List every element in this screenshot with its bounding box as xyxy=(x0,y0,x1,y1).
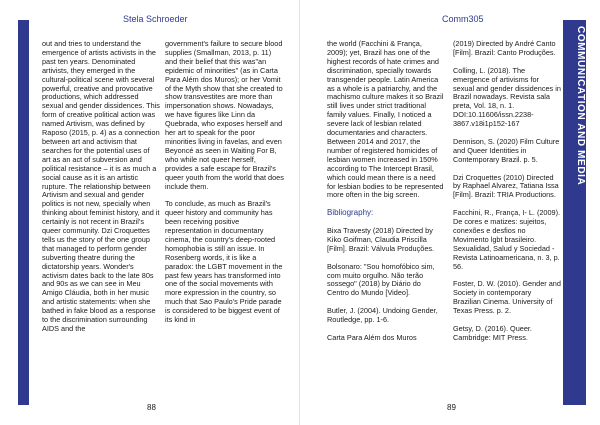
reference-entry: Foster, D. W. (2010). Gender and Society in contemporary Brazilian Cinema. University of Texas Press. p. 2. xyxy=(453,279,561,316)
reference-entry: Getsy, D. (2016). Queer. Cambridge: MIT Press. xyxy=(453,323,532,342)
left-column-2 xyxy=(165,40,285,334)
right-column-2 xyxy=(453,40,561,352)
right-column-1 xyxy=(327,40,444,352)
reference-entry: Facchini, R., França, I- L. (2009). De cores e matizes: sujeitos, conexões e desfios no Movimento lgbt brasileiro. Sexualidad, Salud y Sociedad - Revista Latinoamericana, n. 3, p. 56. xyxy=(453,208,561,271)
page-number-right: 89 xyxy=(447,403,456,412)
reference-entry: (2019) Directed by André Canto [Film]. Brazil: Canto Produções. xyxy=(453,39,556,57)
reference-entry: Dzi Croquettes (2010) Directed by Raphael Alvarez, Tatiana Issa [Film]. Brazil: TRIA Productions. xyxy=(453,172,559,200)
reference-entry: Bixa Travesty (2018) Directed by Kiko Goifman, Claudia Priscilla [Film]. Brazil: Válvula Produções. xyxy=(327,226,435,253)
body-paragraph: government's failure to secure blood supplies (Smallman, 2013, p. 11) and their belief that this was"an epidemic of minorities" (as in Carta Para Além dos Muros); or her Vomit of the Myth show that she created to show transvestites are more than impersonation shows. Nowadays, we have figures like Linn da Quebrada, who exposes herself and her art to speak for the poor minorities living in favelas, and even Beyoncé as seen in Waiting For B, who while not queer herself, provides a safe escape for Brazil's queer youth from the world that does include them. xyxy=(165,39,284,191)
reference-entry: Carta Para Além dos Muros xyxy=(327,332,417,342)
body-paragraph: out and tries to understand the emergence of artists activists in the past ten years. Denominated artivists, they emerged in the cultural-political scene with several powerful, creative and provocative productions, which addressed sexual and gender dissidences. This form of creative political action was named Artivism, was defined by Raposo (2015, p. 4) as a connection between art and activism that searches for the potential uses of art as an act of subversion and political resistance – it is as much a social cause as it is an artistic rupture. The relationship between Artivism and sexual and gender politics is not new, specially when thinking about feminist history, and it certainly is not recent in Brazil's queer community. Dzi Croquettes tells us the story of the one group that managed to perform gender subverting theatre during the dictatorship years. Wonder's activism dates back to the late 80s and 90s as we can see in Meu Amigo Cláudia, both in her music and artistic statements: when she bathed in fake blood as a response to the discrimination surrounding AIDS and the xyxy=(42,39,160,333)
section-label: COMMUNICATION AND MEDIA xyxy=(575,26,586,186)
bibliography-heading: Bibliography: xyxy=(327,208,374,218)
reference-entry: Colling, L. (2018). The emergence of artivisms for sexual and gender dissidences in Brazil nowadays. Revista sala preta, Vol. 18, n. 1. DOI:10.11606/issn.2238-3867.v18i1p152-167 xyxy=(453,65,561,129)
reference-entry: Butler, J. (2004). Undoing Gender, Routledge, pp. 1-6. xyxy=(327,306,438,325)
left-accent-bar xyxy=(18,20,29,405)
reference-entry: Dennison, S. (2020) Film Culture and Queer Identities in Contemporary Brazil. p. 5. xyxy=(453,136,560,164)
reference-entry: Bolsonaro: "Sou homofóbico sim, com muito orgulho. Não terão sossego" (2018) by Diário do Centro do Mundo [Video]. xyxy=(327,261,435,298)
running-head-author: Stela Schroeder xyxy=(123,14,188,24)
left-column-1 xyxy=(42,40,160,343)
page-gutter xyxy=(299,0,300,425)
body-paragraph: the world (Facchini & França, 2009); yet, Brazil has one of the highest records of hate crimes and discrimination, specially towards transgender people. Latin America as a whole is a patriarchy, and the machismo culture makes it so Brazil still lives under strict traditional family values. Finally, I noticed a severe lack of lesbian related documentaries and characters. Between 2014 and 2017, the number of registered homicides of lesbian women increased in 150% according to The Intercept Brasil, which could mean there is a need for lesbian bodies to be represented more often in the big screen. xyxy=(327,39,444,200)
running-head-journal: Comm305 xyxy=(442,14,484,24)
body-paragraph: To conclude, as much as Brazil's queer history and community has been receiving positive representation in documentary cinema, the country's deep-rooted homophobia is still an issue. In Rosenberg words, it is like a paradox: the LGBT movement in the past few years has transformed into one of the social movements with more expression in the country, so much that Sao Paulo's Pride parade is considered to be biggest event of its kind in xyxy=(165,199,283,325)
page-number-left: 88 xyxy=(147,403,156,412)
